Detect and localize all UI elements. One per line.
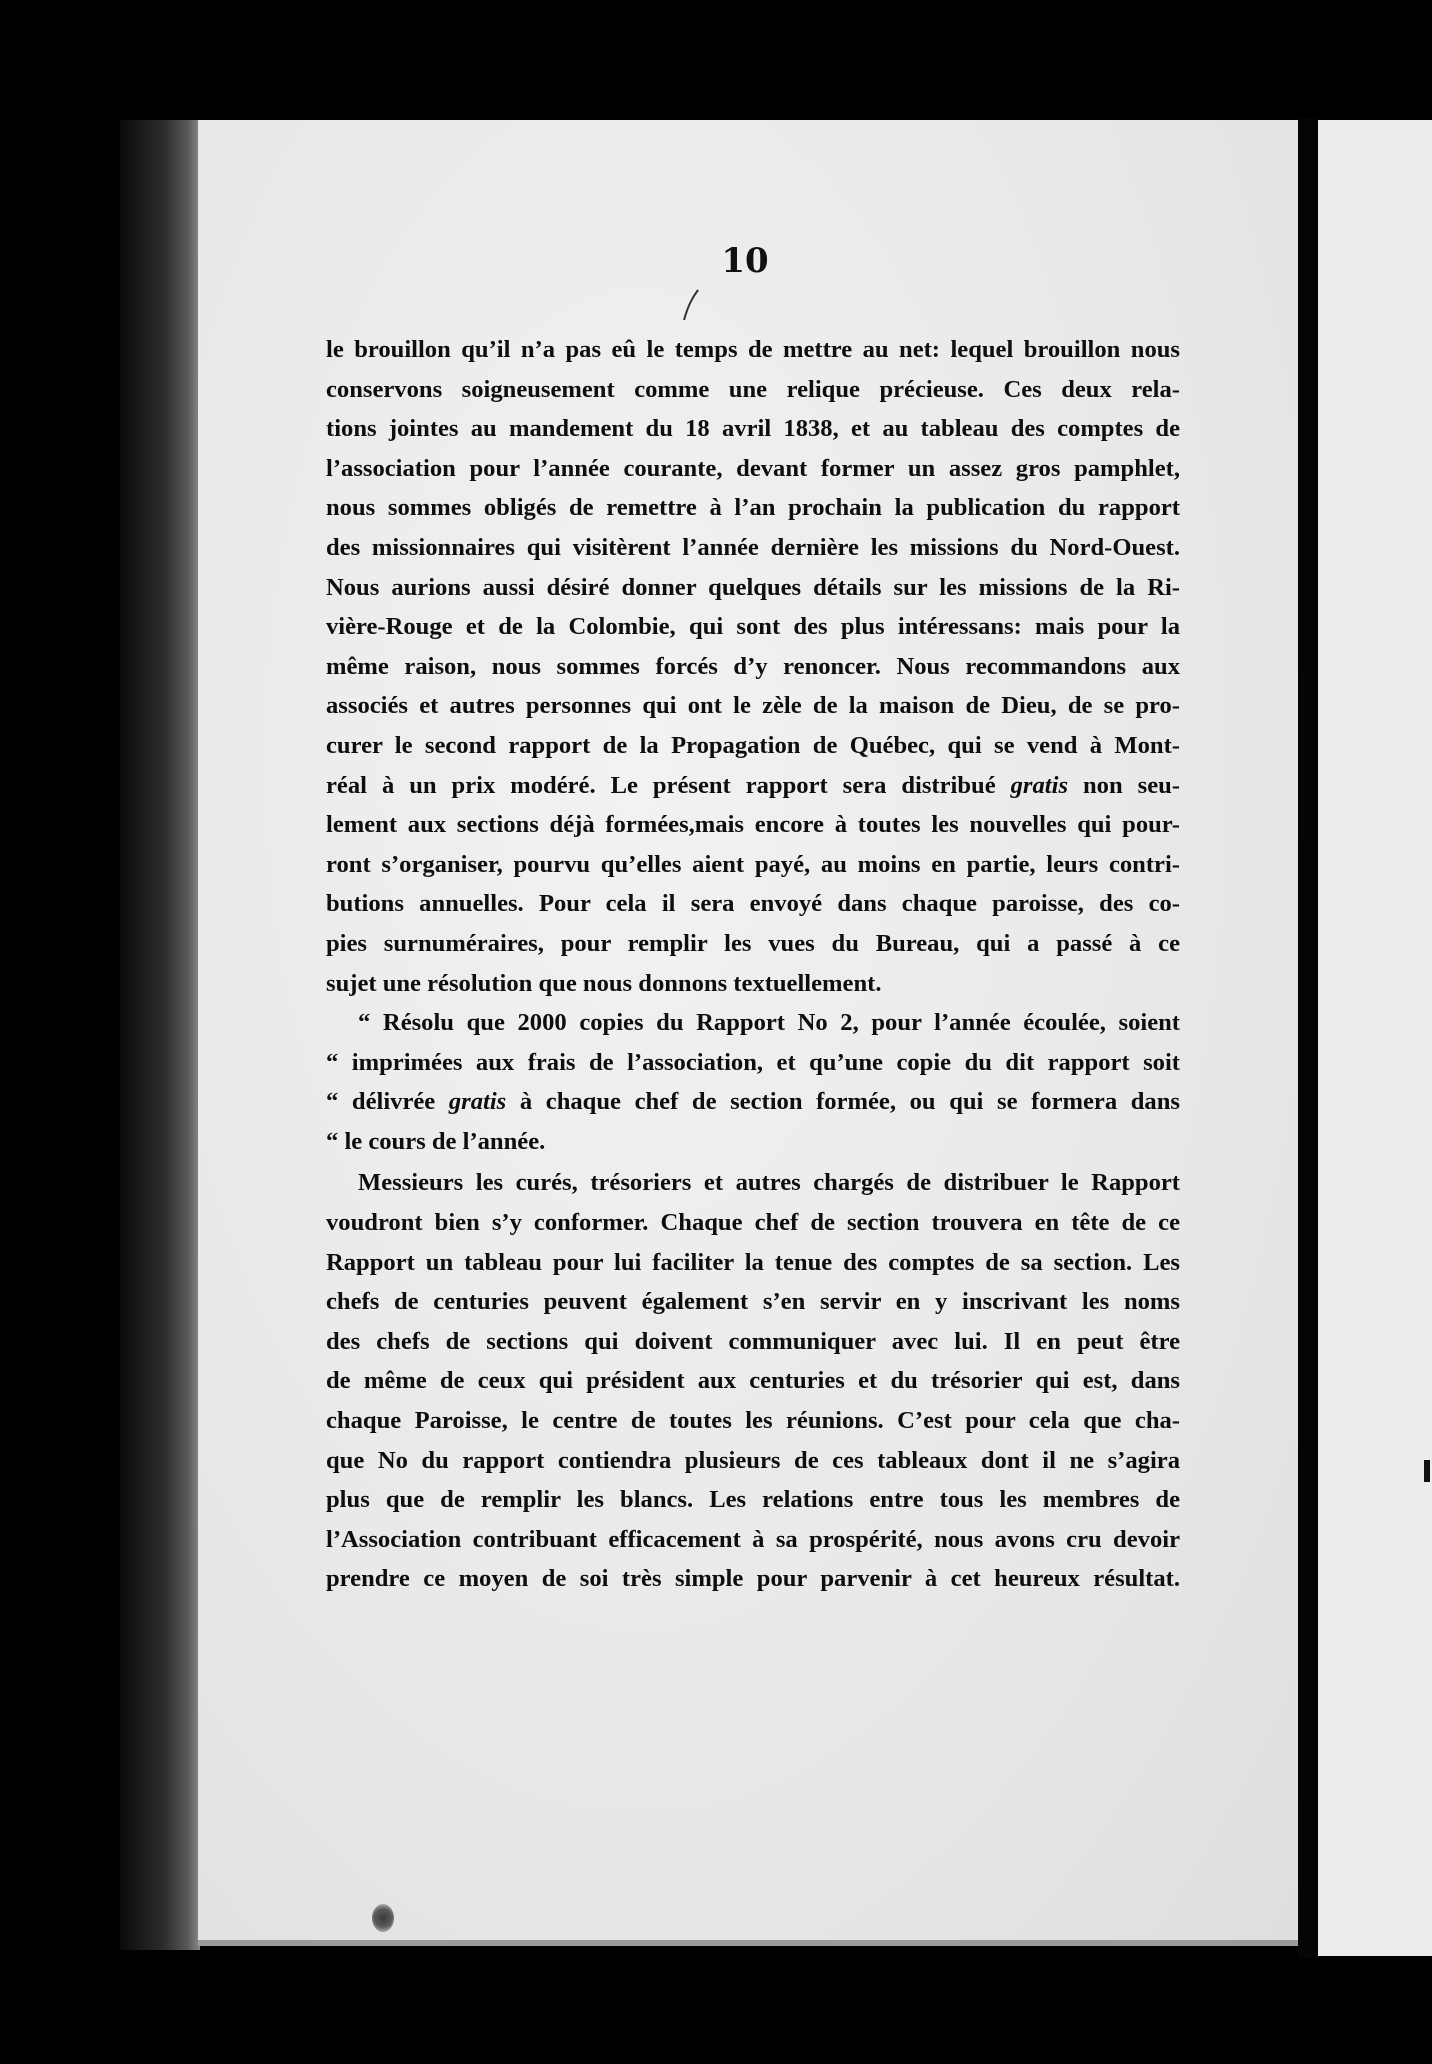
text-line: des missionnaires qui visitèrent l’année dernière les missions du Nord-Ouest. bbox=[326, 533, 1180, 561]
pencil-mark bbox=[680, 288, 702, 322]
text-line: pies surnuméraires, pour remplir les vues du Bureau, qui a passé à ce bbox=[326, 929, 1180, 957]
text-line: réal à un prix modéré. Le présent rapport sera distribué gratis non seu- bbox=[326, 771, 1180, 799]
text-line: associés et autres personnes qui ont le zèle de la maison de Dieu, de se pro- bbox=[326, 692, 1180, 720]
italic-word: gratis bbox=[448, 1088, 507, 1116]
resolution-line: “ Résolu que 2000 copies du Rapport No 2, pour l’année écoulée, soient bbox=[358, 1009, 1180, 1037]
page-bottom-edge bbox=[198, 1940, 1298, 1946]
text-line: chefs de centuries peuvent également s’en servir en y inscrivant les noms bbox=[326, 1288, 1180, 1316]
text-line: l’Association contribuant efficacement à sa prospérité, nous avons cru devoir bbox=[326, 1525, 1180, 1553]
text-line: nous sommes obligés de remettre à l’an prochain la publication du rapport bbox=[326, 494, 1180, 522]
text-line: de même de ceux qui président aux centuries et du trésorier qui est, dans bbox=[326, 1367, 1180, 1395]
resolution-line: “ délivrée gratis à chaque chef de section formée, ou qui se formera dans bbox=[326, 1088, 1180, 1116]
text-line: Messieurs les curés, trésoriers et autres chargés de distribuer le Rapport bbox=[358, 1169, 1180, 1197]
book-spine bbox=[120, 120, 200, 1950]
text-line: même raison, nous sommes forcés d’y renoncer. Nous recommandons aux bbox=[326, 652, 1180, 680]
text-line: plus que de remplir les blancs. Les relations entre tous les membres de bbox=[326, 1486, 1180, 1514]
text-line: l’association pour l’année courante, devant former un assez gros pamphlet, bbox=[326, 454, 1180, 482]
text-line: que No du rapport contiendra plusieurs de ces tableaux dont il ne s’agira bbox=[326, 1446, 1180, 1474]
text-line: ront s’organiser, pourvu qu’elles aient payé, au moins en partie, leurs contri- bbox=[326, 850, 1180, 878]
text-line: le brouillon qu’il n’a pas eû le temps de mettre au net: lequel brouillon nous bbox=[326, 336, 1180, 363]
page-number: 10 bbox=[721, 241, 769, 281]
text-line: voudront bien s’y conformer. Chaque chef de section trouvera en tête de ce bbox=[326, 1209, 1180, 1237]
text-line: Nous aurions aussi désiré donner quelques détails sur les missions de la Ri- bbox=[326, 573, 1180, 601]
text-line: prendre ce moyen de soi très simple pour parvenir à cet heureux résultat. bbox=[326, 1565, 1180, 1593]
text-line: lement aux sections déjà formées,mais encore à toutes les nouvelles qui pour- bbox=[326, 811, 1180, 839]
text-line: Rapport un tableau pour lui faciliter la tenue des comptes de sa section. Les bbox=[326, 1248, 1180, 1276]
italic-word: gratis bbox=[1010, 771, 1069, 799]
text-line: vière-Rouge et de la Colombie, qui sont des plus intéressans: mais pour la bbox=[326, 613, 1180, 641]
ink-smudge bbox=[372, 1904, 394, 1932]
text-line: tions jointes au mandement du 18 avril 1838, et au tableau des comptes de bbox=[326, 415, 1180, 443]
text-line: des chefs de sections qui doivent communiquer avec lui. Il en peut être bbox=[326, 1327, 1180, 1355]
page-gutter bbox=[1298, 118, 1318, 1958]
text-line: sujet une résolution que nous donnons textuellement. bbox=[326, 969, 882, 997]
resolution-line: “ le cours de l’année. bbox=[326, 1127, 546, 1155]
resolution-line: “ imprimées aux frais de l’association, et qu’une copie du dit rapport soit bbox=[326, 1048, 1180, 1076]
body-text bbox=[326, 330, 1180, 1599]
text-line: chaque Paroisse, le centre de toutes les réunions. C’est pour cela que cha- bbox=[326, 1407, 1180, 1435]
adjacent-page-mark bbox=[1424, 1460, 1430, 1482]
text-line: conservons soigneusement comme une relique précieuse. Ces deux rela- bbox=[326, 375, 1180, 403]
text-line: curer le second rapport de la Propagation de Québec, qui se vend à Mont- bbox=[326, 731, 1180, 759]
adjacent-page-edge bbox=[1318, 120, 1432, 1956]
text-line: butions annuelles. Pour cela il sera envoyé dans chaque paroisse, des co- bbox=[326, 890, 1180, 918]
